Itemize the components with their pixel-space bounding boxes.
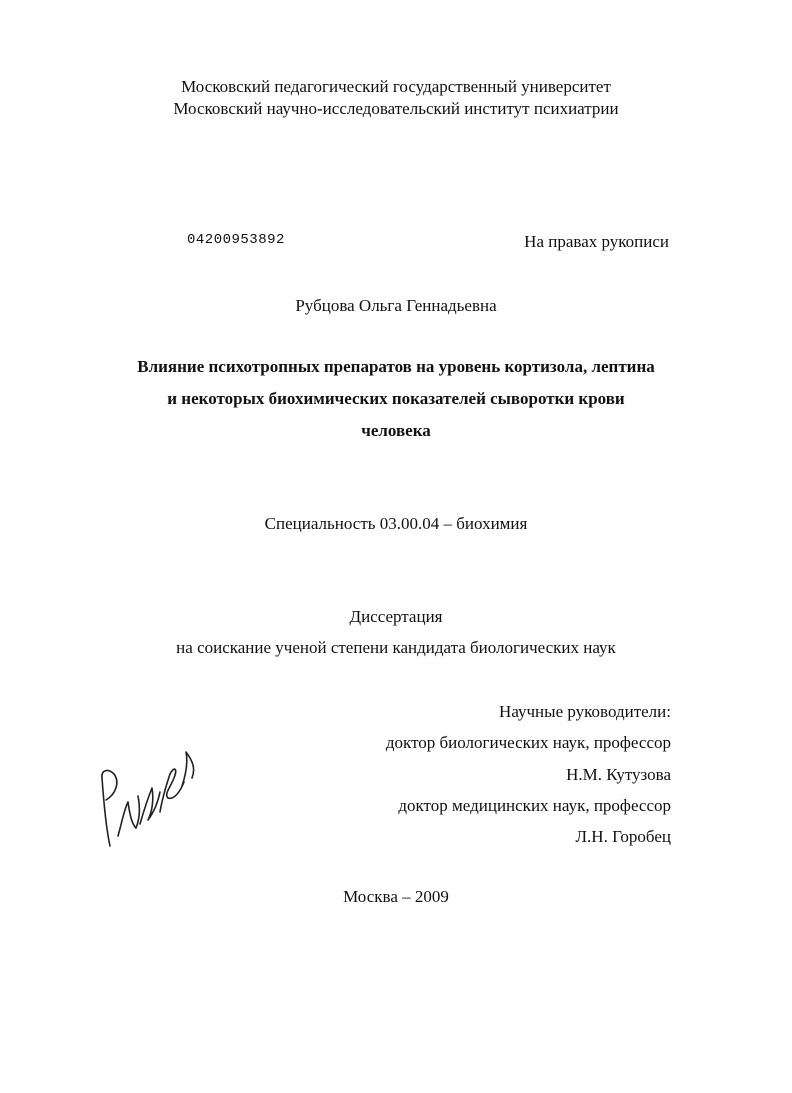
supervisor-2-name: Л.Н. Горобец: [575, 827, 671, 846]
specialty: Специальность 03.00.04 – биохимия: [264, 514, 528, 533]
title-line-1: Влияние психотропных препаратов на уровень кортизола, лептина: [137, 357, 655, 376]
supervisors-heading: Научные руководители:: [499, 702, 671, 721]
city-and-year: Москва – 2009: [343, 887, 449, 906]
dissertation-type: Диссертация: [349, 607, 443, 626]
catalog-number: 04200953892: [187, 232, 285, 248]
title-line-3: человека: [361, 421, 431, 440]
supervisor-1-title: доктор биологических наук, профессор: [385, 733, 671, 752]
handwritten-signature: [88, 738, 208, 858]
author-name: Рубцова Ольга Геннадьевна: [295, 296, 497, 315]
institution-name-1: Московский педагогический государственный университет: [181, 77, 611, 96]
supervisor-2-title: доктор медицинских наук, профессор: [398, 796, 671, 815]
manuscript-rights-note: На правах рукописи: [524, 232, 669, 251]
title-line-2: и некоторых биохимических показателей сыворотки крови: [167, 389, 625, 408]
institution-name-2: Московский научно-исследовательский институт психиатрии: [173, 99, 619, 118]
degree-statement: на соискание ученой степени кандидата биологических наук: [176, 638, 616, 657]
supervisor-1-name: Н.М. Кутузова: [566, 765, 671, 784]
